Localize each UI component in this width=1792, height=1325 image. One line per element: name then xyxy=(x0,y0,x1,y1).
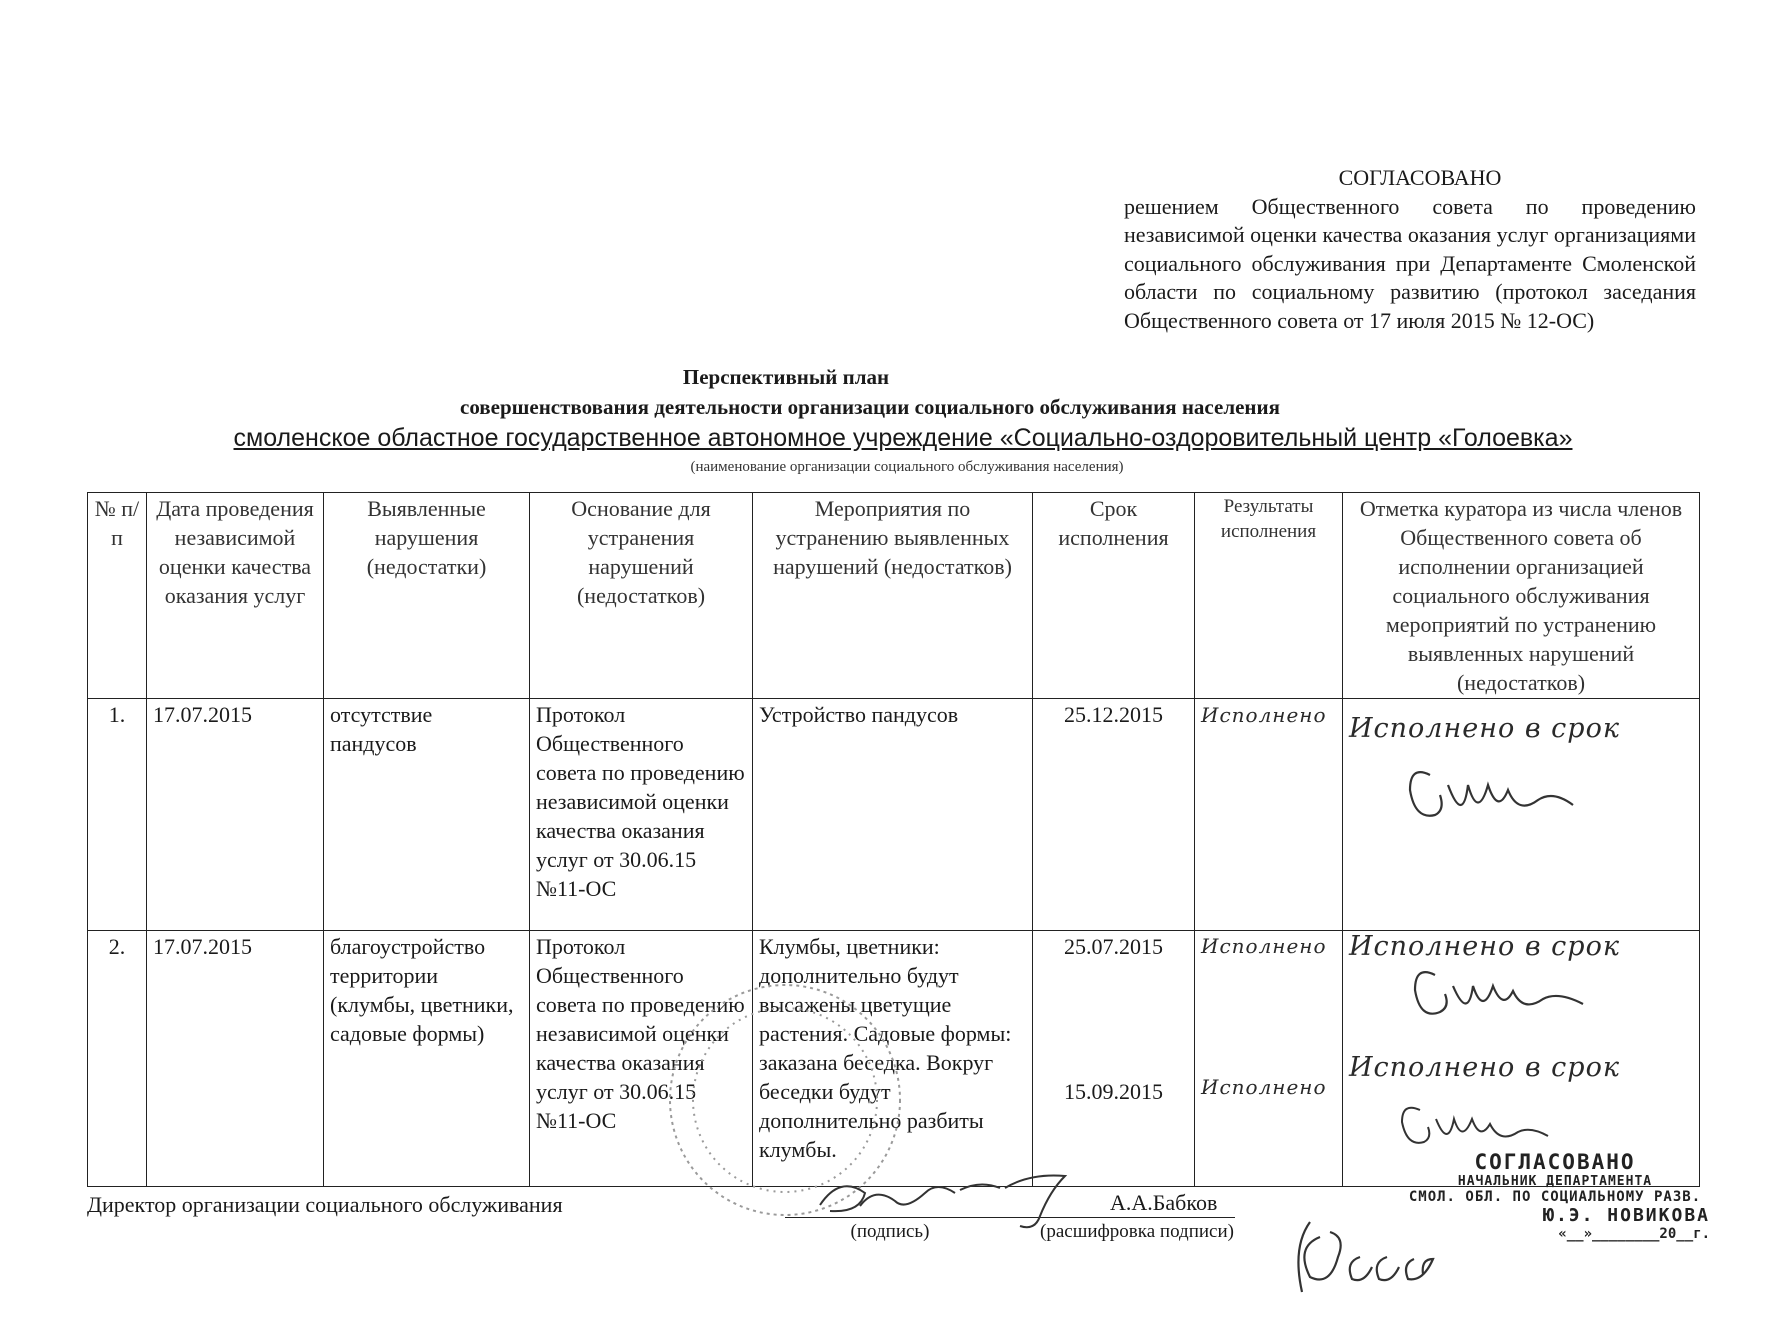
document-subtitle-text: совершенствования деятельности организации социального обслуживания населения xyxy=(460,395,1280,419)
header-date: Дата проведения независимой оценки качества оказания услуг xyxy=(147,493,324,699)
plan-table xyxy=(87,492,1700,1187)
organization-name-note xyxy=(0,459,1792,476)
document-title xyxy=(0,365,1792,390)
row-date: 17.07.2015 xyxy=(147,699,324,931)
row-curator-handwriting-second: Исполнено в срок xyxy=(1349,1052,1620,1083)
row-num: 2. xyxy=(88,931,147,1187)
row-num: 1. xyxy=(88,699,147,931)
header-violation: Выявленные нарушения (недостатки) xyxy=(324,493,530,699)
stamp-date: «__»________20__г. xyxy=(1558,1226,1710,1242)
row-curator-handwriting: Исполнено в срок xyxy=(1349,931,1620,962)
director-name: А.А.Бабков xyxy=(1110,1190,1218,1215)
table-row xyxy=(88,931,1700,1187)
row-date: 17.07.2015 xyxy=(147,931,324,1187)
director-label: Директор организации социального обслуживания xyxy=(87,1192,563,1217)
name-hint: (расшифровка подписи) xyxy=(1040,1221,1234,1242)
row-deadline xyxy=(1033,931,1195,1187)
row-result-handwriting: Исполнено xyxy=(1201,934,1327,958)
row-result-handwriting: Исполнено xyxy=(1201,703,1327,727)
approval-block xyxy=(1124,164,1696,336)
organization-name xyxy=(0,424,1792,453)
row-deadline-second: 15.09.2015 xyxy=(1064,1079,1163,1104)
header-deadline: Срок исполнения xyxy=(1033,493,1195,699)
organization-name-text: смоленское областное государственное автономное учреждение «Социально-оздоровительный центр «Голоевка» xyxy=(233,424,1573,452)
row-violation: отсутствие пандусов xyxy=(324,699,530,931)
row-basis: Протокол Общественного совета по проведению независимой оценки качества оказания услуг от 30.06.15 №11-ОС xyxy=(530,699,753,931)
row-deadline: 25.12.2015 xyxy=(1033,699,1195,931)
stamp-name: Ю.Э. НОВИКОВА xyxy=(1543,1205,1710,1226)
row-curator-mark xyxy=(1343,931,1700,1187)
row-measures: Устройство пандусов xyxy=(753,699,1033,931)
organization-name-note-text: (наименование организации социального обслуживания населения) xyxy=(690,459,1124,475)
approval-heading: СОГЛАСОВАНО xyxy=(1338,165,1502,190)
row-result-handwriting-second: Исполнено xyxy=(1201,1075,1327,1099)
table-row xyxy=(88,699,1700,931)
approval-stamp xyxy=(1390,1150,1720,1242)
header-result: Результаты исполнения xyxy=(1195,493,1343,699)
row-curator-mark xyxy=(1343,699,1700,931)
table-header-row xyxy=(88,493,1700,699)
header-curator-mark: Отметка куратора из числа членов Общественного совета об исполнении организацией социального обслуживания мероприятий по устранению выявленных нарушений (недостатков) xyxy=(1343,493,1700,699)
stamp-heading: СОГЛАСОВАНО xyxy=(1474,1150,1636,1174)
approval-text: решением Общественного совета по проведению независимой оценки качества оказания услуг организациями социального обслуживания при Департаменте Смоленской области по социальному развитию (протокол заседания Общественного совета от 17 июля 2015 № 12-ОС) xyxy=(1124,193,1696,333)
signature-line xyxy=(785,1217,1235,1218)
row-measures: Клумбы, цветники: дополнительно будут высажены цветущие растения. Садовые формы: заказана беседка. Вокруг беседки будут дополнительно разбиты клумбы. xyxy=(753,931,1033,1187)
row-result xyxy=(1195,931,1343,1187)
row-result xyxy=(1195,699,1343,931)
header-num: № п/п xyxy=(88,493,147,699)
stamp-department: СМОЛ. ОБЛ. ПО СОЦИАЛЬНОМУ РАЗВ. xyxy=(1408,1189,1702,1205)
row-violation: благоустройство территории (клумбы, цветники, садовые формы) xyxy=(324,931,530,1187)
row-deadline-first: 25.07.2015 xyxy=(1064,934,1163,959)
row-curator-handwriting: Исполнено в срок xyxy=(1349,713,1620,744)
header-measures: Мероприятия по устранению выявленных нарушений (недостатков) xyxy=(753,493,1033,699)
document-title-text: Перспективный план xyxy=(682,365,890,389)
document-subtitle xyxy=(0,395,1792,420)
row-basis: Протокол Общественного совета по проведению независимой оценки качества оказания услуг от 30.06.15 №11-ОС xyxy=(530,931,753,1187)
header-basis: Основание для устранения нарушений (недостатков) xyxy=(530,493,753,699)
stamp-position: НАЧАЛЬНИК ДЕПАРТАМЕНТА xyxy=(1457,1174,1653,1189)
signature-hint: (подпись) xyxy=(850,1221,930,1242)
